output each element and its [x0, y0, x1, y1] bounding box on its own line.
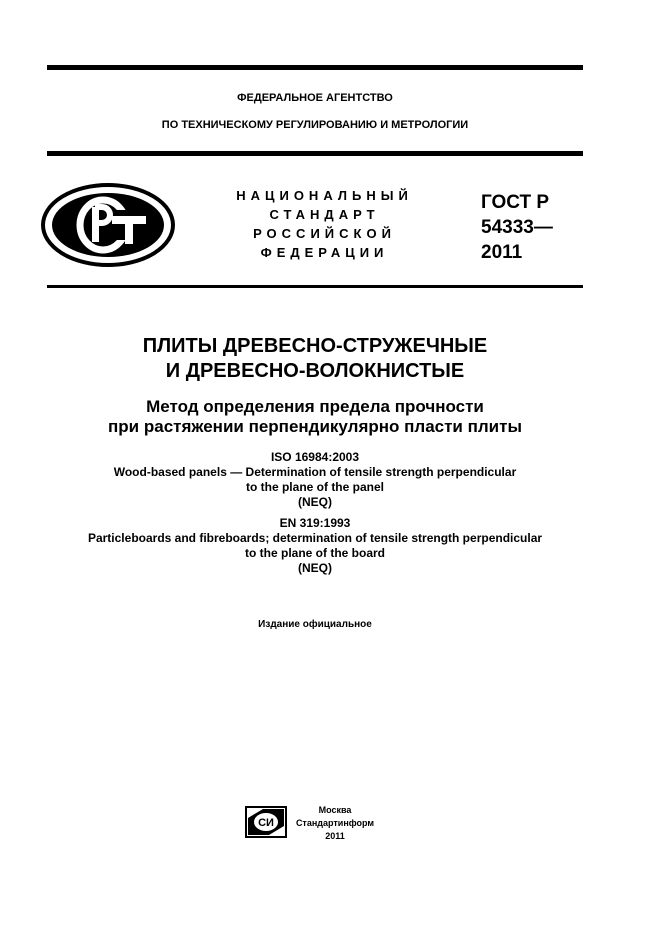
- national-line-2: СТАНДАРТ: [269, 207, 380, 222]
- standard-designation: [481, 190, 553, 265]
- reference-title-line-1: Particleboards and fibreboards; determination of tensile strength perpendicular: [87, 531, 543, 545]
- reference-code: EN 319:1993: [279, 516, 351, 530]
- subtitle-line-1: Метод определения предела прочности: [146, 397, 484, 416]
- publisher-logo-text: СИ: [258, 817, 274, 829]
- reference-iso: [40, 450, 590, 510]
- reference-note: (NEQ): [298, 561, 332, 575]
- document-title: [47, 334, 583, 384]
- reference-note: (NEQ): [298, 495, 332, 509]
- standartinform-logo-icon: [245, 806, 287, 838]
- reference-title-line-2: to the plane of the panel: [245, 480, 384, 494]
- header-rule: [47, 151, 583, 156]
- title-rule: [47, 285, 583, 288]
- designation-line-1: ГОСТ Р: [481, 192, 550, 213]
- publisher-name: Стандартинформ: [295, 818, 375, 828]
- subtitle-line-2: при растяжении перпендикулярно пласти плиты: [108, 417, 522, 436]
- publisher-block: [294, 804, 376, 843]
- agency-line-2: ПО ТЕХНИЧЕСКОМУ РЕГУЛИРОВАНИЮ И МЕТРОЛОГИИ: [161, 119, 469, 131]
- rst-logo-icon: [40, 182, 176, 268]
- national-line-4: ФЕДЕРАЦИИ: [260, 245, 389, 260]
- title-line-2: И ДРЕВЕСНО-ВОЛОКНИСТЫЕ: [165, 360, 465, 382]
- reference-en: [40, 516, 590, 576]
- national-line-1: НАЦИОНАЛЬНЫЙ: [236, 188, 413, 203]
- top-rule: [47, 65, 583, 70]
- official-edition-label: Издание официальное: [258, 619, 372, 630]
- agency-line-1: ФЕДЕРАЛЬНОЕ АГЕНТСТВО: [237, 92, 393, 104]
- designation-line-3: 2011: [481, 242, 523, 263]
- national-standard-block: [222, 186, 427, 262]
- reference-code: ISO 16984:2003: [270, 450, 360, 464]
- designation-line-2: 54333—: [481, 217, 553, 238]
- national-line-3: РОССИЙСКОЙ: [253, 226, 396, 241]
- reference-title-line-1: Wood-based panels — Determination of tensile strength perpendicular: [113, 465, 517, 479]
- reference-title-line-2: to the plane of the board: [245, 546, 385, 560]
- title-line-1: ПЛИТЫ ДРЕВЕСНО-СТРУЖЕЧНЫЕ: [142, 335, 488, 357]
- document-subtitle: [47, 397, 583, 437]
- publisher-year: 2011: [325, 831, 345, 841]
- publisher-city: Москва: [318, 805, 352, 815]
